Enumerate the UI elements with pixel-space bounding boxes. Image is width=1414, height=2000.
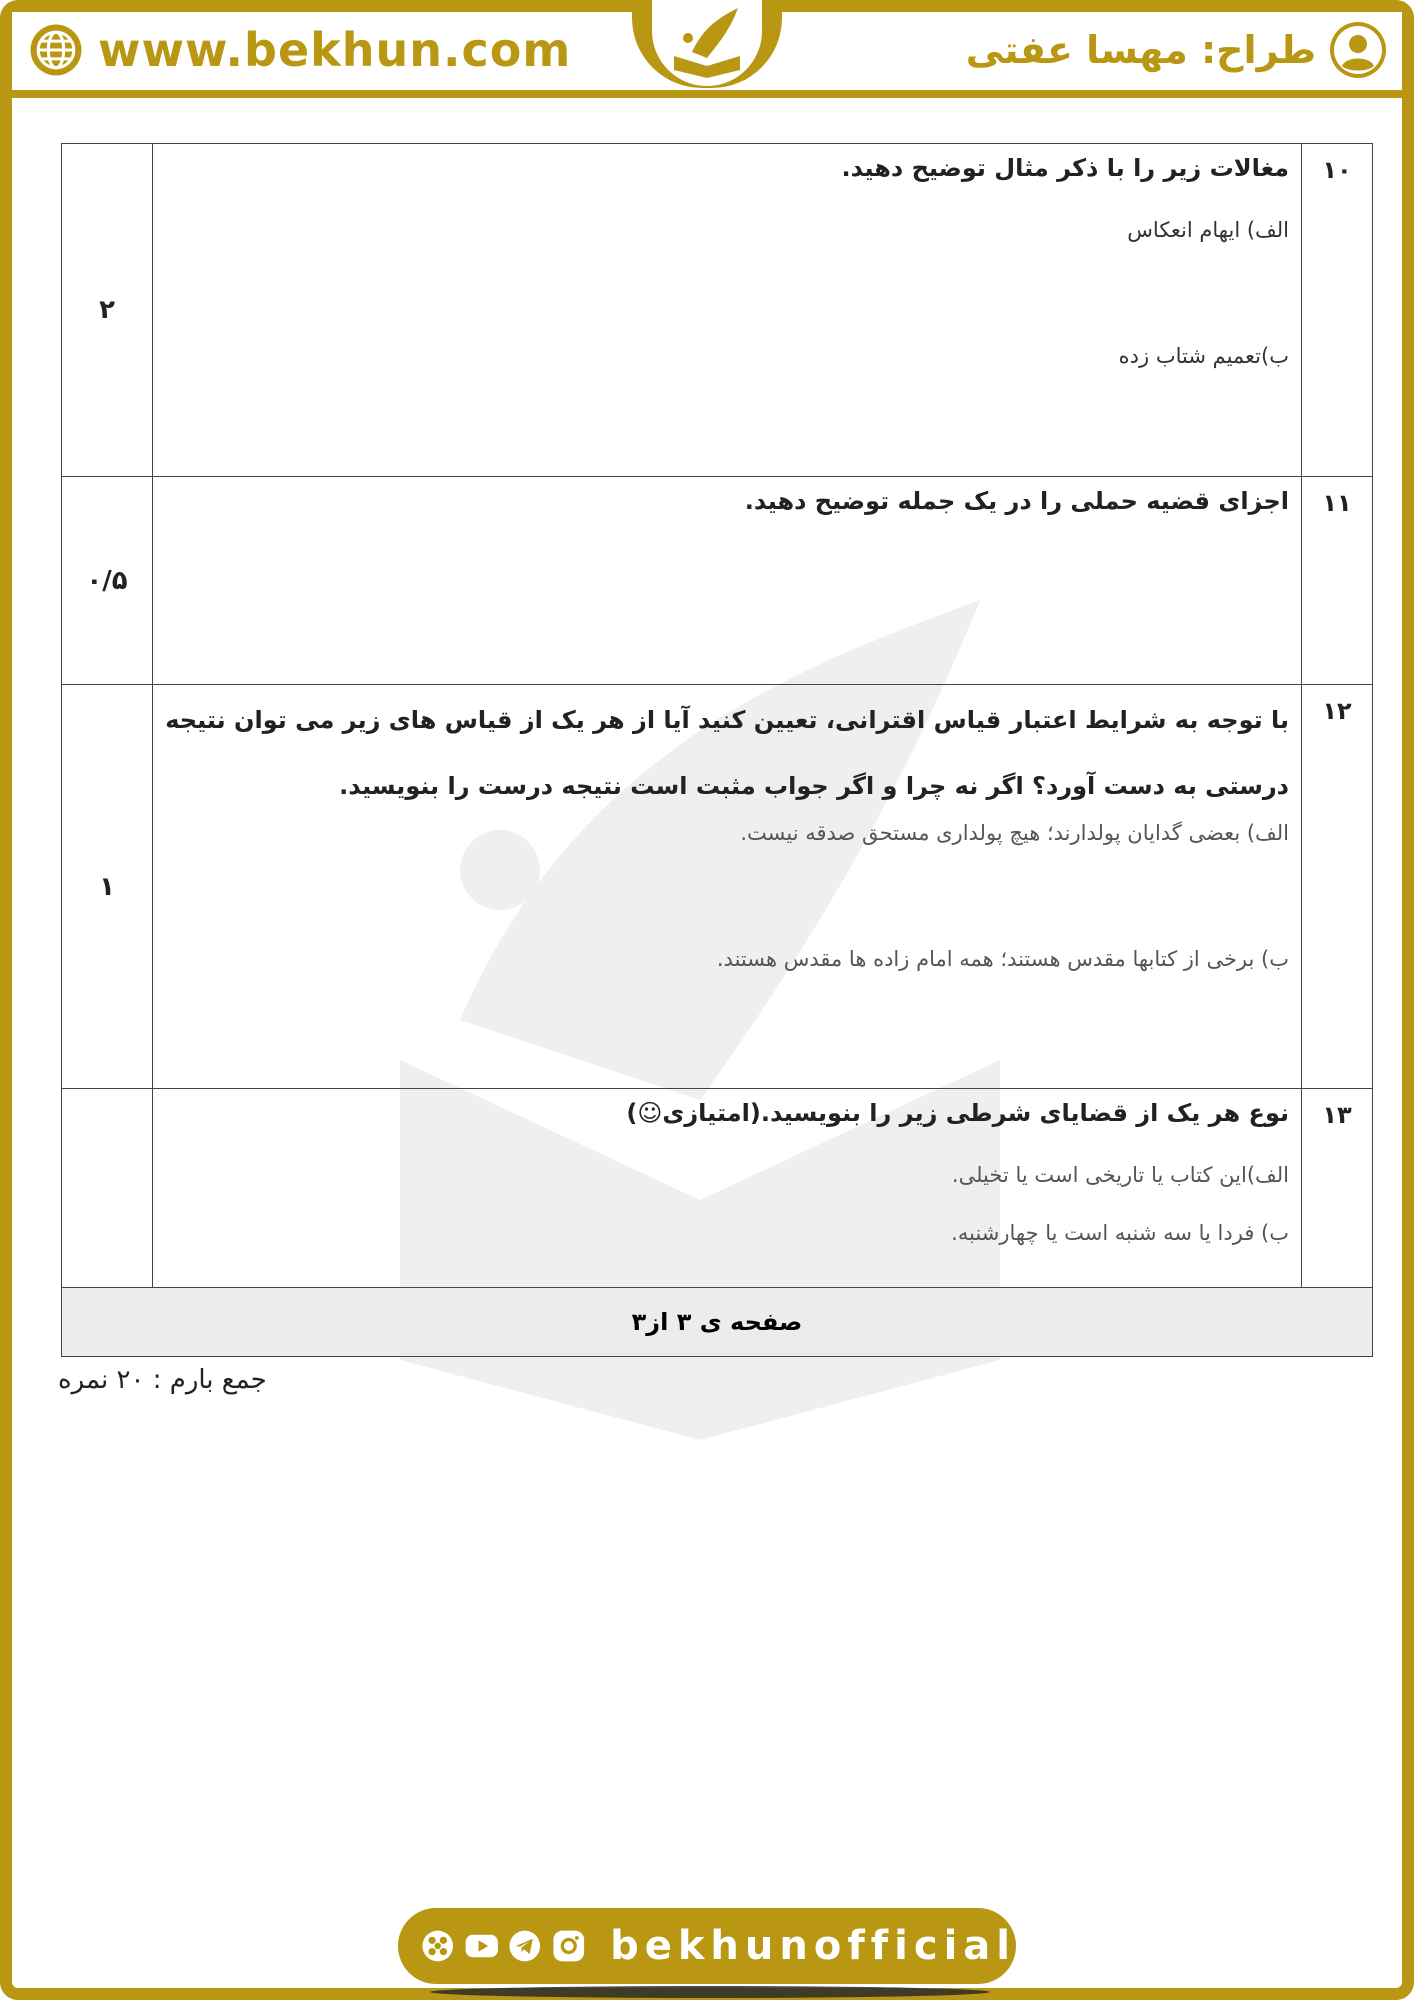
instagram-icon[interactable] (551, 1925, 587, 1967)
question-item: الف) ایهام انعکاس (1127, 218, 1289, 242)
site-link[interactable] (28, 18, 571, 82)
designer-name: طراح: مهسا عفتی (965, 28, 1316, 72)
question-content (153, 477, 1302, 685)
question-row (62, 477, 1373, 685)
question-number: ۱۰ (1302, 144, 1373, 477)
question-row (62, 1089, 1373, 1288)
question-score: ۲ (62, 144, 153, 477)
question-item: ب)تعمیم شتاب زده (1118, 344, 1289, 368)
user-avatar-icon (1328, 20, 1388, 80)
question-item: الف) بعضی گدایان پولدارند؛ هیچ پولداری مستحق صدقه نیست. (740, 821, 1289, 845)
globe-icon (28, 22, 84, 78)
designer-credit (966, 18, 1388, 82)
brand-logo (632, 0, 782, 88)
question-row (62, 144, 1373, 477)
question-content (153, 144, 1302, 477)
question-number: ۱۲ (1302, 685, 1373, 1089)
question-score: ۰/۵ (62, 477, 153, 685)
page-footer-row (62, 1288, 1373, 1357)
question-title: اجزای قضیه حملی را در یک جمله توضیح دهید. (744, 487, 1289, 515)
question-item: الف)این کتاب یا تاریخی است یا تخیلی. (951, 1163, 1289, 1187)
question-content (153, 685, 1302, 1089)
total-score: جمع بارم : ۲۰ نمره (58, 1365, 267, 1395)
social-bar (398, 1908, 1016, 1984)
aparat-icon[interactable] (420, 1925, 456, 1967)
question-title: با توجه به شرایط اعتبار قیاس اقترانی، تعیین کنید آیا از هر یک از قیاس های زیر می توان نتیجه درستی به دست آورد؟ اگر نه چرا و اگر جواب مثبت است نتیجه درست را بنویسید. (165, 706, 1289, 800)
question-title: مغالات زیر را با ذکر مثال توضیح دهید. (841, 154, 1289, 182)
question-item: ب) برخی از کتابها مقدس هستند؛ همه امام زاده ها مقدس هستند. (716, 947, 1289, 971)
question-score (62, 1089, 153, 1288)
question-number: ۱۱ (1302, 477, 1373, 685)
page-number: صفحه ی ۳ از۳ (62, 1288, 1373, 1357)
social-bar-shadow (430, 1986, 990, 1998)
question-item: ب) فردا یا سه شنبه است یا چهارشنبه. (951, 1221, 1289, 1245)
question-row (62, 685, 1373, 1089)
question-content (153, 1089, 1302, 1288)
questions-table (61, 143, 1373, 1357)
question-title: نوع هر یک از قضایای شرطی زیر را بنویسید.(امتیازی☺) (626, 1099, 1289, 1127)
youtube-icon[interactable] (464, 1925, 500, 1967)
social-handle[interactable]: bekhunofficial (610, 1923, 1016, 1969)
site-url[interactable]: www.bekhun.com (98, 23, 572, 77)
telegram-icon[interactable] (507, 1925, 543, 1967)
question-number: ۱۳ (1302, 1089, 1373, 1288)
book-quill-logo-icon (652, 0, 762, 86)
question-score: ۱ (62, 685, 153, 1089)
